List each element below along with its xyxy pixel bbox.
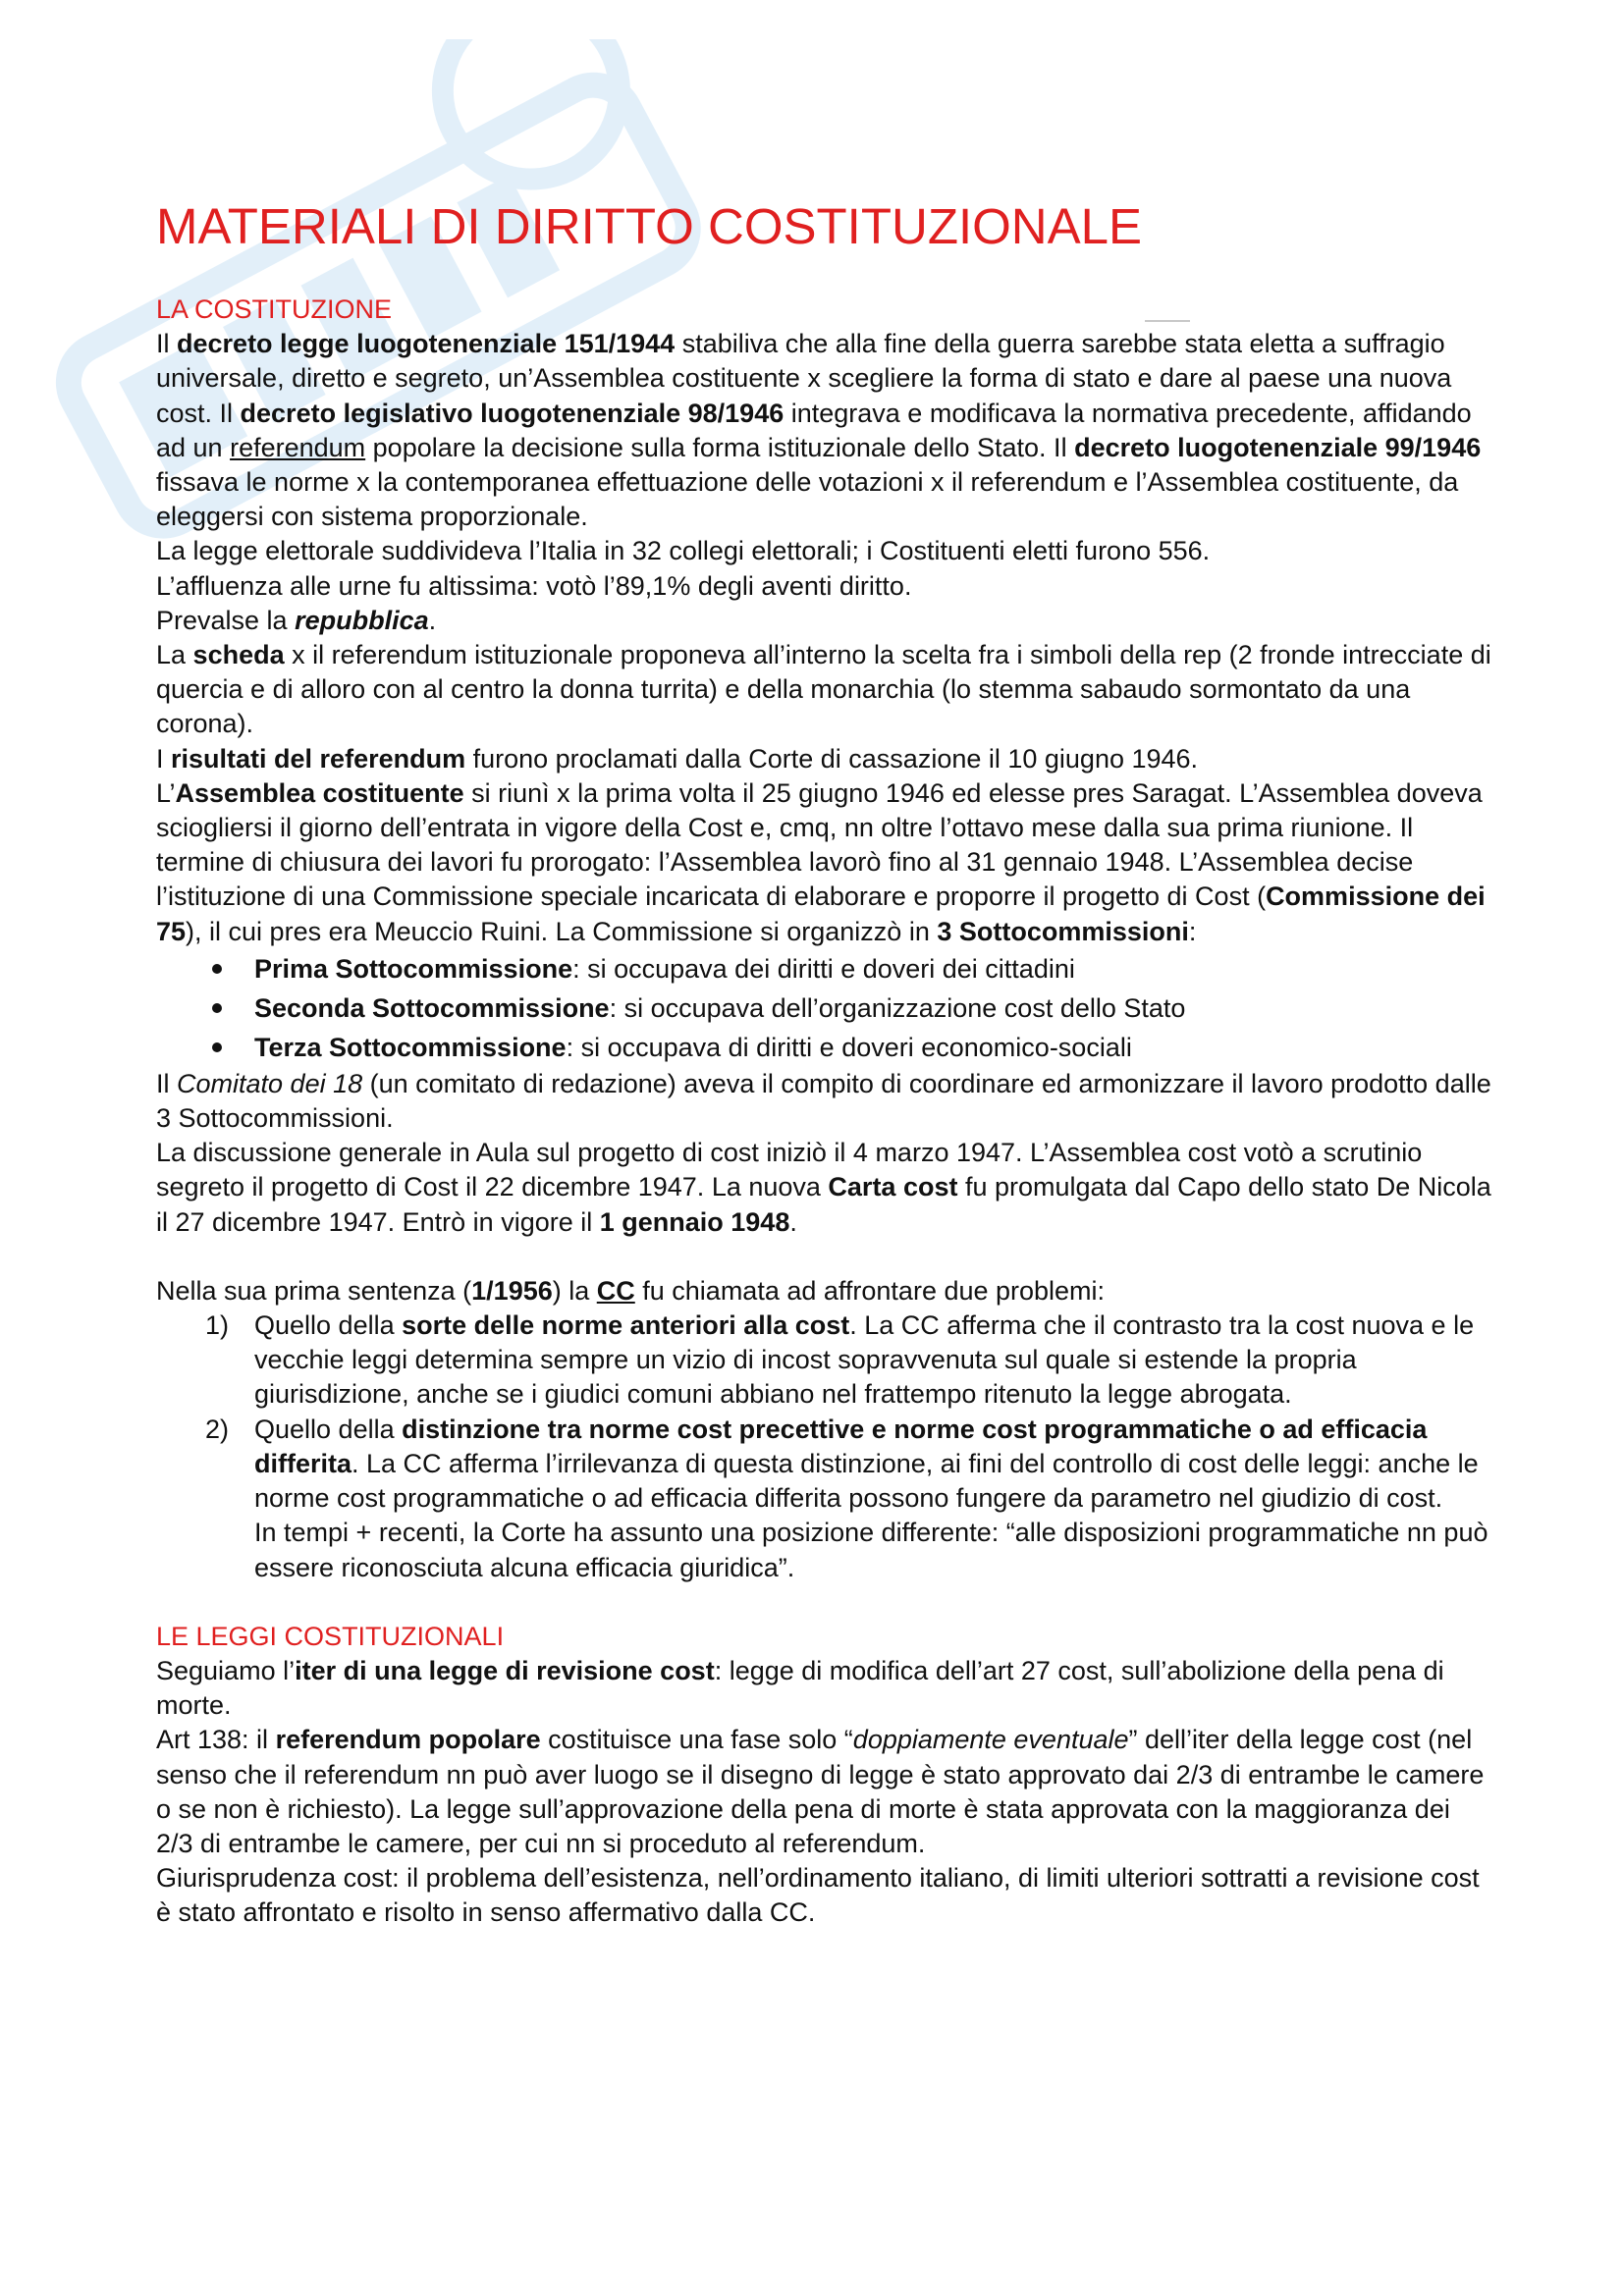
paragraph-discussione: La discussione generale in Aula sul progetto di cost iniziò il 4 marzo 1947. L’Assemblea cost votò a scrutinio segreto il progetto di Cost il 22 dicembre 1947. La nuova Carta cost fu promulgata dal Capo dello stato De Nicola il 27 dicembre 1947. Entrò in vigore il 1 gennaio 1948. bbox=[156, 1138, 1491, 1237]
paragraph-legge-elettorale: La legge elettorale suddivideva l’Italia in 32 collegi elettorali; i Costituenti eletti furono 556. bbox=[156, 536, 1211, 566]
paragraph-risultati: I risultati del referendum furono proclamati dalla Corte di cassazione il 10 giugno 1946. bbox=[156, 743, 1199, 774]
section-heading-leggi: LE LEGGI COSTITUZIONALI bbox=[156, 1621, 505, 1651]
problemi-list bbox=[156, 1308, 1491, 1585]
paragraph-giurisprudenza: Giurisprudenza cost: il problema dell’esistenza, nell’ordinamento italiano, di limiti ulteriori sottratti a revisione cost è stato affrontato e risolto in senso affermativo dalla CC. bbox=[156, 1863, 1480, 1928]
bullet-icon bbox=[212, 1003, 222, 1013]
paragraph-scheda: La scheda x il referendum istituzionale proponeva all’interno la scelta fra i simboli della rep (2 fronde intrecciate di quercia e di alloro con al centro la donna turrita) e della monarchia (lo stemma sabaudo sormontato da una corona). bbox=[156, 640, 1491, 739]
paragraph-spacer bbox=[156, 1585, 1491, 1620]
page-title: MATERIALI DI DIRITTO COSTITUZIONALE bbox=[156, 198, 1143, 254]
paragraph-decreti: Il decreto legge luogotenenziale 151/1944 stabiliva che alla fine della guerra sarebbe stata eletta a suffragio universale, diretto e segreto, un’Assemblea costituente x scegliere la forma di stato e dare al paese una nuova cost. Il decreto legislativo luogotenenziale 98/1946 integrava e modificava la normativa precedente, affidando ad un referendum popolare la decisione sulla forma istituzionale dello Stato. Il decreto luogotenenziale 99/1946 fissava le norme x la contemporanea effettuazione delle votazioni x il referendum e l’Assemblea costituente, da eleggersi con sistema proporzionale. bbox=[156, 329, 1482, 532]
bullet-icon bbox=[212, 1042, 222, 1052]
list-item: Prima Sottocommissione: si occupava dei diritti e doveri dei cittadini bbox=[156, 949, 1491, 988]
section-heading-costituzione: LA COSTITUZIONE bbox=[156, 294, 393, 324]
list-item-extra: In tempi + recenti, la Corte ha assunto una posizione differente: “alle disposizioni programmatiche nn può essere riconosciuta alcuna efficacia giuridica”. bbox=[254, 1518, 1488, 1582]
sottocommissioni-list bbox=[156, 949, 1491, 1067]
paragraph-affluenza: L’affluenza alle urne fu altissima: votò l’89,1% degli aventi diritto. bbox=[156, 570, 912, 601]
list-number: 2) bbox=[205, 1414, 230, 1444]
list-item: Terza Sottocommissione: si occupava di diritti e doveri economico-sociali bbox=[156, 1028, 1491, 1067]
paragraph-comitato: Il Comitato dei 18 (un comitato di redazione) aveva il compito di coordinare ed armonizzare il lavoro prodotto dalle 3 Sottocommissioni. bbox=[156, 1068, 1491, 1134]
bullet-icon bbox=[212, 964, 222, 974]
list-item: 1) Quello della sorte delle norme anteriori alla cost. La CC afferma che il contrasto tra la cost nuova e le vecchie leggi determina sempre un vizio di incost sopravvenuta sul quale si estende la propria giurisdizione, anche se i giudici comuni abbiano nel frattempo ritenuto la legge abrogata. bbox=[205, 1310, 1475, 1410]
list-item: Seconda Sottocommissione: si occupava dell’organizzazione cost dello Stato bbox=[156, 988, 1491, 1028]
list-item: 2) Quello della distinzione tra norme cost precettive e norme cost programmatiche o ad efficacia differita. La CC afferma l’irrilevanza di questa distinzione, ai fini del controllo di cost delle leggi: anche le norme cost programmatiche o ad efficacia differita possono fungere da parametro nel giudizio di cost. In tempi + recenti, la Corte ha assunto una posizione differente: “alle disposizioni programmatiche nn può essere riconosciuta alcuna efficacia giuridica”. bbox=[156, 1413, 1491, 1585]
document-body bbox=[156, 293, 1491, 1931]
paragraph-sentenza: Nella sua prima sentenza (1/1956) la CC fu chiamata ad affrontare due problemi: bbox=[156, 1275, 1106, 1306]
paragraph-art138: Art 138: il referendum popolare costituisce una fase solo “doppiamente eventuale” dell’iter della legge cost (nel senso che il referendum nn può aver luogo se il disegno di legge è stato approvato dai 2/3 di entrambe le camere o se non è richiesto). La legge sull’approvazione della pena di morte è stata approvata con la maggioranza dei 2/3 di entrambe le camere, per cui nn si proceduto al referendum. bbox=[156, 1725, 1485, 1858]
paragraph-iter: Seguiamo l’iter di una legge di revisione cost: legge di modifica dell’art 27 cost, sull’abolizione della pena di morte. bbox=[156, 1655, 1444, 1721]
paragraph-assemblea: L’Assemblea costituente si riunì x la prima volta il 25 giugno 1946 ed elesse pres Saragat. L’Assemblea doveva sciogliersi il giorno dell’entrata in vigore della Cost e, cmq, nn oltre l’ottavo mese dalla sua prima riunione. Il termine di chiusura dei lavori fu prorogato: l’Assemblea lavorò fino al 31 gennaio 1948. L’Assemblea decise l’istituzione di una Commissione speciale incaricata di elaborare e proporre il progetto di Cost (Commissione dei 75), il cui pres era Meuccio Ruini. La Commissione si organizzò in 3 Sottocommissioni: bbox=[156, 777, 1486, 946]
paragraph-prevalse: Prevalse la repubblica. bbox=[156, 605, 437, 635]
paragraph-spacer bbox=[156, 1240, 1491, 1274]
list-number: 1) bbox=[205, 1310, 230, 1341]
